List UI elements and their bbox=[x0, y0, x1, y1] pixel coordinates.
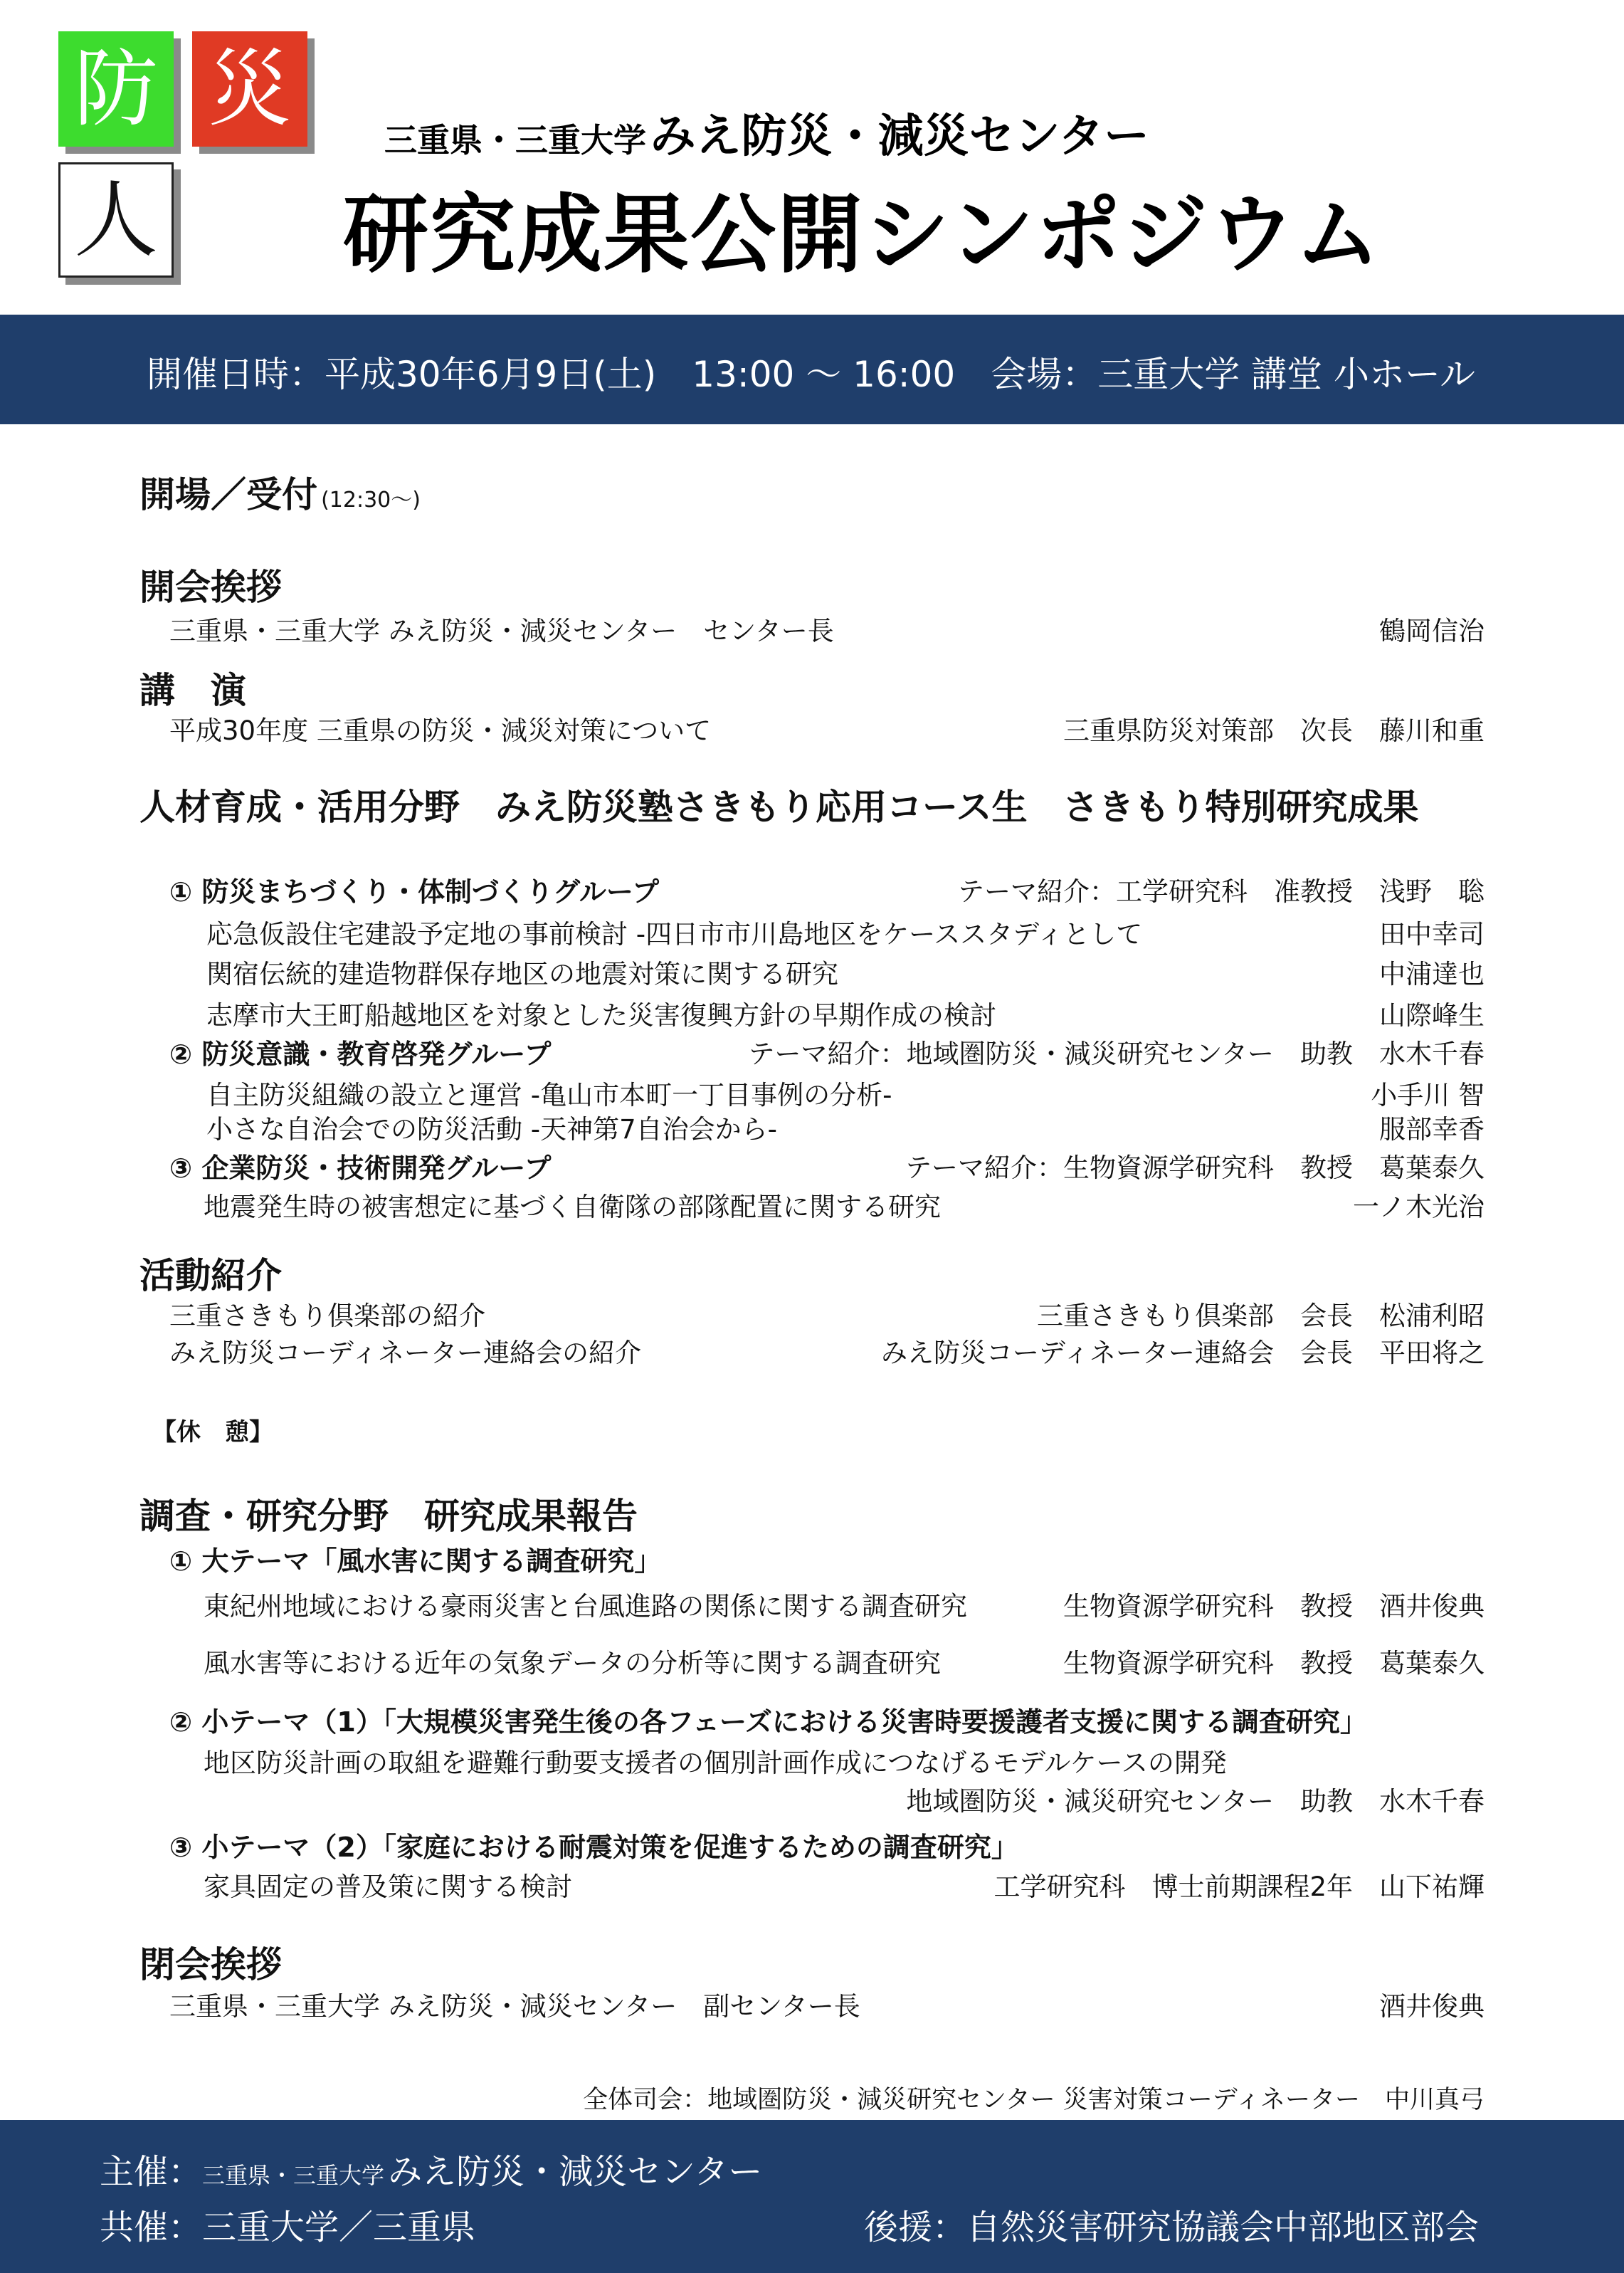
logo-tile-sai bbox=[192, 31, 307, 147]
closing-title: 閉会挨拶 bbox=[139, 1944, 282, 1985]
footer-host-org: 三重県・三重大学 bbox=[202, 2162, 385, 2189]
info-band bbox=[0, 315, 1624, 424]
group-2-item-1-title: 自主防災組織の設立と運営 -亀山市本町一丁目事例の分析- bbox=[206, 1080, 892, 1111]
group-2-label: ② 防災意識・教育啓発グループ bbox=[169, 1039, 552, 1070]
activities-title: 活動紹介 bbox=[139, 1255, 282, 1296]
group-2-item-2-title: 小さな自治会での防災活動 -天神第7自治会から- bbox=[206, 1114, 778, 1145]
lecture-credit: 三重県防災対策部 次長 藤川和重 bbox=[1063, 715, 1485, 746]
theme-1-item-2-title: 風水害等における近年の気象データの分析等に関する調査研究 bbox=[204, 1648, 941, 1679]
activity-2-title: みえ防災コーディネーター連絡会の紹介 bbox=[169, 1338, 642, 1368]
group-2-item-1-name: 小手川 智 bbox=[1371, 1080, 1485, 1111]
group-1-item-1-title: 応急仮設住宅建設予定地の事前検討 -四日市市川島地区をケーススタディとして bbox=[206, 919, 1143, 950]
closing-desc: 三重県・三重大学 みえ防災・減災センター 副センター長 bbox=[169, 1991, 860, 2022]
reception-time: (12:30〜) bbox=[321, 488, 421, 513]
event-date-venue: 開催日時：平成30年6月9日(土) 13:00 〜 16:00 会場：三重大学 講堂 小ホール bbox=[147, 354, 1476, 395]
logo-tile-hito bbox=[58, 162, 174, 278]
opening-title: 開会挨拶 bbox=[139, 567, 282, 608]
theme-2-title: 地区防災計画の取組を避難行動要支援者の個別計画作成につなげるモデルケースの開発 bbox=[204, 1748, 1227, 1778]
opening-name: 鶴岡信治 bbox=[1379, 616, 1485, 646]
opening-desc: 三重県・三重大学 みえ防災・減災センター センター長 bbox=[169, 616, 834, 646]
group-1-item-2-title: 関宿伝統的建造物群保存地区の地震対策に関する研究 bbox=[206, 959, 838, 989]
lecture-desc: 平成30年度 三重県の防災・減災対策について bbox=[169, 715, 712, 746]
research-title: 調査・研究分野 研究成果報告 bbox=[139, 1496, 638, 1537]
page-title: 研究成果公開シンポジウム bbox=[343, 186, 1382, 285]
break-label: 【休 憩】 bbox=[152, 1418, 273, 1447]
theme-1-label: ① 大テーマ「風水害に関する調査研究」 bbox=[169, 1545, 662, 1577]
group-1-item-3-title: 志摩市大王町船越地区を対象とした災害復興方針の早期作成の検討 bbox=[206, 1000, 996, 1031]
theme-1-item-1-title: 東紀州地域における豪雨災害と台風進路の関係に関する調査研究 bbox=[204, 1591, 967, 1622]
mc-line: 全体司会：地域圏防災・減災研究センター 災害対策コーディネーター 中川真弓 bbox=[583, 2086, 1485, 2114]
lecture-title: 講 演 bbox=[139, 670, 246, 711]
theme-3-label: ③ 小テーマ（2）「家庭における耐震対策を促進するための調査研究」 bbox=[169, 1832, 1018, 1863]
logo-tile-bou bbox=[58, 31, 174, 147]
logo-tile-sai-text: 災 bbox=[207, 40, 292, 138]
header-subtitle bbox=[384, 100, 1149, 165]
activity-1-title: 三重さきもり倶楽部の紹介 bbox=[169, 1301, 485, 1331]
theme-2-label: ② 小テーマ（1）「大規模災害発生後の各フェーズにおける災害時要援護者支援に関する調査研究」 bbox=[169, 1706, 1368, 1738]
group-1-label: ① 防災まちづくり・体制づくりグループ bbox=[169, 876, 659, 908]
logo-tile-hito-text: 人 bbox=[73, 171, 158, 269]
footer-support: 後援：自然災害研究協議会中部地区部会 bbox=[864, 2208, 1480, 2247]
footer-host bbox=[100, 2144, 762, 2193]
footer-host-center: みえ防災・減災センター bbox=[388, 2152, 763, 2192]
activity-2-credit: みえ防災コーディネーター連絡会 会長 平田将之 bbox=[880, 1338, 1485, 1368]
footer-band bbox=[0, 2120, 1624, 2273]
logo-tile-bou-text: 防 bbox=[73, 40, 158, 138]
group-3-item-1-title: 地震発生時の被害想定に基づく自衛隊の部隊配置に関する研究 bbox=[204, 1192, 941, 1222]
activity-1-credit: 三重さきもり倶楽部 会長 松浦利昭 bbox=[1037, 1301, 1485, 1331]
group-1-item-2-name: 中浦達也 bbox=[1379, 959, 1485, 989]
group-1-item-3-name: 山際峰生 bbox=[1379, 1000, 1485, 1031]
header-center: みえ防災・減災センター bbox=[650, 110, 1150, 163]
closing-name: 酒井俊典 bbox=[1379, 1991, 1485, 2022]
header-organizer: 三重県・三重大学 bbox=[384, 121, 646, 159]
group-3-credit: テーマ紹介：生物資源学研究科 教授 葛葉泰久 bbox=[905, 1153, 1485, 1183]
footer-host-label: 主催： bbox=[100, 2152, 203, 2192]
theme-1-item-2-credit: 生物資源学研究科 教授 葛葉泰久 bbox=[1063, 1648, 1485, 1679]
theme-3-credit: 工学研究科 博士前期課程2年 山下祐輝 bbox=[993, 1872, 1485, 1902]
group-1-credit: テーマ紹介：工学研究科 准教授 浅野 聡 bbox=[958, 876, 1485, 907]
hr-section-title: 人材育成・活用分野 みえ防災塾さきもり応用コース生 さきもり特別研究成果 bbox=[139, 787, 1419, 828]
footer-cohost: 共催：三重大学／三重県 bbox=[100, 2208, 476, 2247]
theme-3-title: 家具固定の普及策に関する検討 bbox=[204, 1872, 572, 1902]
group-3-item-1-name: 一ノ木光治 bbox=[1353, 1192, 1485, 1222]
reception-heading bbox=[139, 466, 421, 518]
theme-2-credit: 地域圏防災・減災研究センター 助教 水木千春 bbox=[906, 1786, 1485, 1817]
group-2-credit: テーマ紹介：地域圏防災・減災研究センター 助教 水木千春 bbox=[748, 1039, 1485, 1069]
group-1-item-1-name: 田中幸司 bbox=[1379, 919, 1485, 950]
group-2-item-2-name: 服部幸香 bbox=[1379, 1114, 1485, 1145]
group-3-label: ③ 企業防災・技術開発グループ bbox=[169, 1153, 552, 1184]
theme-1-item-1-credit: 生物資源学研究科 教授 酒井俊典 bbox=[1063, 1591, 1485, 1622]
reception-title: 開場／受付 bbox=[139, 474, 317, 515]
